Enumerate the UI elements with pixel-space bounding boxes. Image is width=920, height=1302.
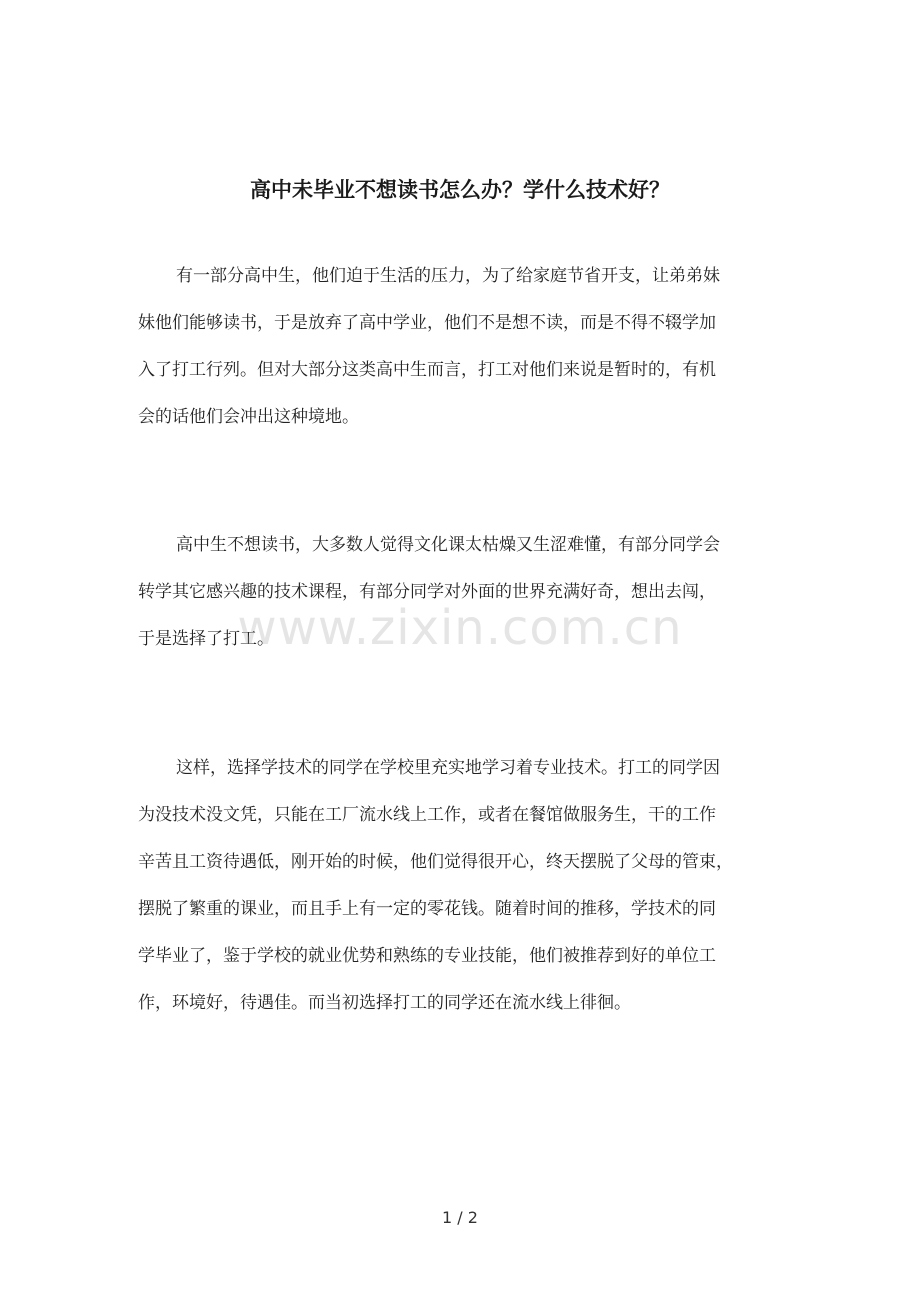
watermark: www.zixin.com.cn <box>237 600 683 656</box>
document-title: 高中未毕业不想读书怎么办？学什么技术好？ <box>250 178 670 202</box>
paragraph-3 <box>138 745 804 1027</box>
paragraph-line: 作，环境好，待遇佳。而当初选择打工的同学还在流水线上徘徊。 <box>138 993 631 1013</box>
page-number: 1 / 2 <box>442 1208 478 1227</box>
paragraph-line: 会的话他们会冲出这种境地。 <box>138 407 359 427</box>
paragraph-2 <box>138 522 804 663</box>
paragraph-line: 辛苦且工资待遇低，刚开始的时候，他们觉得很开心，终天摆脱了父母的管束， <box>138 852 733 872</box>
paragraph-line: 高中生不想读书，大多数人觉得文化课太枯燥又生涩难懂，有部分同学会 <box>176 535 720 555</box>
paragraph-line: 转学其它感兴趣的技术课程，有部分同学对外面的世界充满好奇，想出去闯， <box>138 582 716 602</box>
paragraph-line: 为没技术没文凭，只能在工厂流水线上工作，或者在餐馆做服务生，干的工作 <box>138 805 716 825</box>
paragraph-line: 入了打工行列。但对大部分这类高中生而言，打工对他们来说是暂时的，有机 <box>138 360 716 380</box>
paragraph-line: 于是选择了打工。 <box>138 629 274 649</box>
paragraph-line: 学毕业了，鉴于学校的就业优势和熟练的专业技能，他们被推荐到好的单位工 <box>138 946 716 966</box>
paragraph-line: 妹他们能够读书，于是放弃了高中学业，他们不是想不读，而是不得不辍学加 <box>138 313 716 333</box>
paragraph-line: 这样，选择学技术的同学在学校里充实地学习着专业技术。打工的同学因 <box>176 758 720 778</box>
paragraph-line: 有一部分高中生，他们迫于生活的压力，为了给家庭节省开支，让弟弟妹 <box>176 266 720 286</box>
paragraph-1 <box>138 253 804 441</box>
paragraph-line: 摆脱了繁重的课业，而且手上有一定的零花钱。随着时间的推移，学技术的同 <box>138 899 716 919</box>
